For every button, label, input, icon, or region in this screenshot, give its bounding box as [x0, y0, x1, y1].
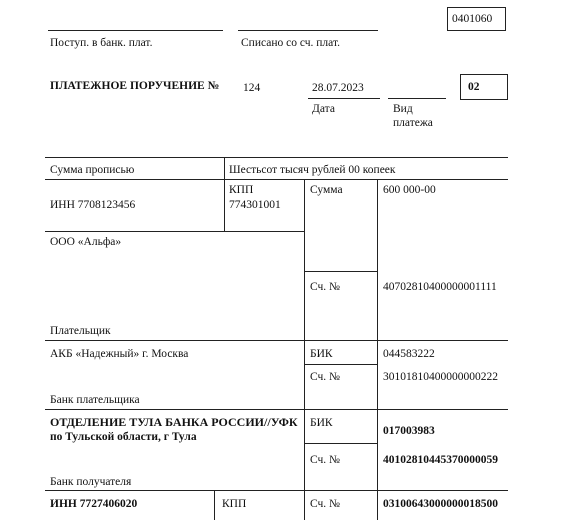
payer-block-bottom-line [45, 340, 508, 341]
payee-bank-bik-label: БИК [310, 417, 333, 429]
amount-column-left [304, 179, 305, 520]
date-line [308, 98, 380, 99]
payee-bank-name-line1: ОТДЕЛЕНИЕ ТУЛА БАНКА РОССИИ//УФК [50, 415, 298, 429]
payer-name: ООО «Альфа» [50, 236, 122, 248]
payee-inn: ИНН 7727406020 [50, 498, 138, 510]
doc-date: 28.07.2023 [312, 82, 364, 94]
payee-inn-kpp-divider [214, 490, 215, 520]
payer-bank-label: Банк плательщика [50, 394, 140, 406]
amount-column-right [377, 179, 378, 520]
payer-bank-bik-line [304, 364, 377, 365]
payer-bank-name: АКБ «Надежный» г. Москва [50, 348, 189, 360]
doc-number: 124 [243, 82, 261, 94]
amount-value: 600 000-00 [383, 184, 436, 196]
payer-account: 40702810400000001111 [383, 281, 497, 293]
payer-bank-bottom-line [45, 409, 508, 410]
form-code: 0401060 [452, 13, 493, 25]
amount-words: Шестьсот тысяч рублей 00 копеек [229, 164, 396, 176]
date-label: Дата [312, 103, 335, 115]
payer-kpp-label: КПП [229, 184, 254, 196]
status-code: 02 [468, 81, 480, 93]
payer-bank-corr-account: 30101810400000000222 [383, 371, 498, 383]
amount-words-divider [224, 157, 225, 179]
payee-account: 03100643000000018500 [383, 498, 498, 510]
payee-bank-label: Банк получателя [50, 476, 132, 488]
payer-inn: ИНН 7708123456 [50, 199, 136, 211]
payee-bank-bik-line [304, 443, 377, 444]
debited-label: Списано со сч. плат. [241, 37, 340, 49]
payer-kpp: 774301001 [229, 199, 281, 211]
payer-account-top-line [304, 271, 377, 272]
payer-bank-bik: 044583222 [383, 348, 435, 360]
payee-bank-bik: 017003983 [383, 425, 435, 437]
amount-words-bottom-line [45, 179, 508, 180]
payer-inn-kpp-divider [224, 179, 225, 231]
payment-type-label-2: платежа [393, 117, 433, 129]
debited-line [238, 30, 378, 31]
received-label: Поступ. в банк. плат. [50, 37, 153, 49]
payer-bank-bik-label: БИК [310, 348, 333, 360]
payment-type-line [388, 98, 446, 99]
doc-title: ПЛАТЕЖНОЕ ПОРУЧЕНИЕ № [50, 80, 220, 92]
amount-label: Сумма [310, 184, 343, 196]
payee-bank-name-line2: по Тульской области, г Тула [50, 431, 197, 443]
amount-words-top-line [45, 157, 508, 158]
payer-account-label: Сч. № [310, 281, 341, 293]
payer-inn-bottom-line [45, 231, 304, 232]
payee-bank-bottom-line [45, 490, 508, 491]
payee-kpp-label: КПП [222, 498, 247, 510]
payer-label: Плательщик [50, 325, 111, 337]
payee-bank-account-label: Сч. № [310, 454, 341, 466]
payment-type-label-1: Вид [393, 103, 413, 115]
received-line [48, 30, 223, 31]
payee-account-label: Сч. № [310, 498, 341, 510]
amount-words-label: Сумма прописью [50, 164, 135, 176]
payer-bank-account-label: Сч. № [310, 371, 341, 383]
payee-bank-corr-account: 40102810445370000059 [383, 454, 498, 466]
